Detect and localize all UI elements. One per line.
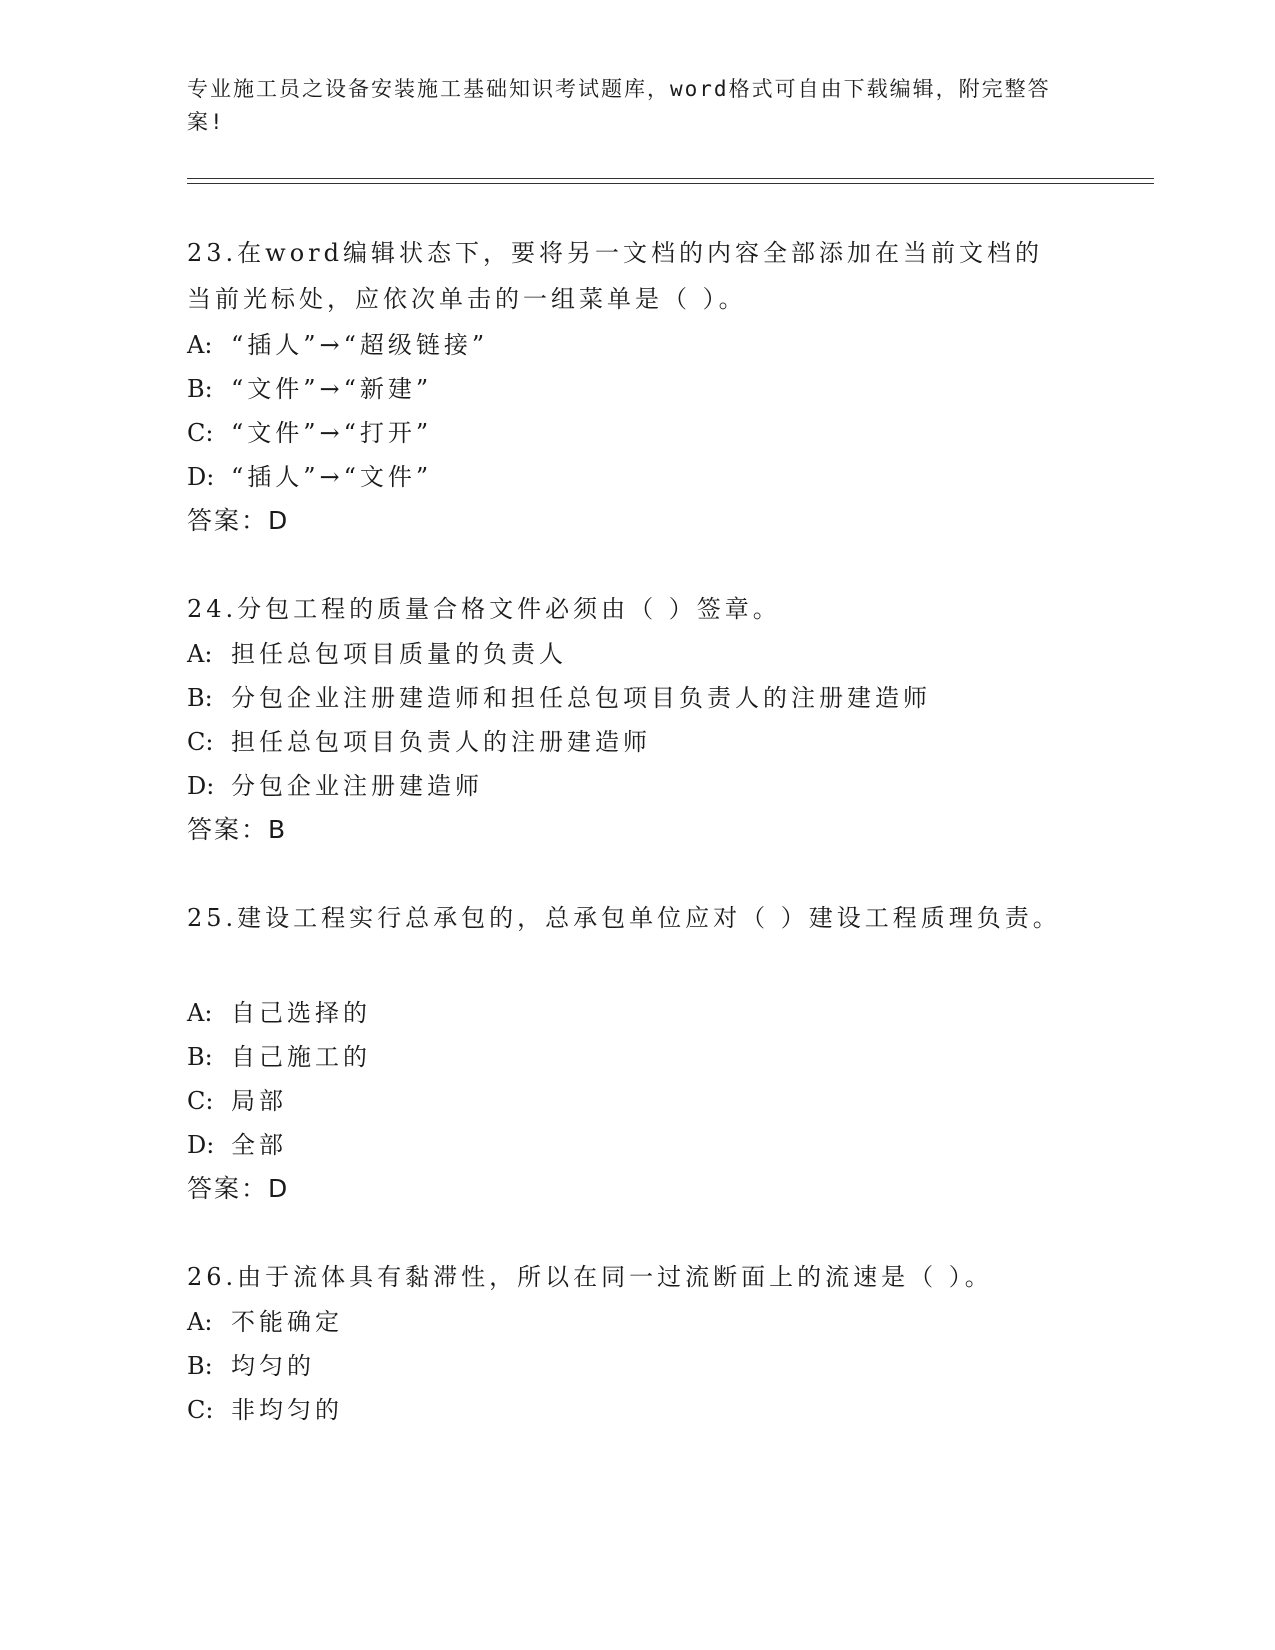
option-text: “插人”→“超级链接”	[231, 331, 489, 359]
question-25-option-b	[187, 1034, 371, 1080]
question-23-option-a	[187, 322, 488, 368]
option-letter: A:	[187, 1308, 213, 1336]
option-letter: C:	[187, 1087, 214, 1115]
question-26-option-a	[187, 1299, 343, 1345]
option-text: 非均匀的	[231, 1396, 343, 1424]
option-letter: B:	[187, 1352, 213, 1380]
option-letter: C:	[187, 419, 214, 447]
question-24-option-d	[187, 763, 483, 809]
question-24-stem: 24.分包工程的质量合格文件必须由（ ）签章。	[187, 595, 781, 623]
question-25-option-d	[187, 1122, 287, 1168]
question-26-option-c	[187, 1387, 343, 1433]
option-text: “文件”→“新建”	[231, 375, 433, 403]
question-24-option-a	[187, 631, 567, 677]
option-text: 担任总包项目负责人的注册建造师	[231, 728, 651, 756]
option-letter: B:	[187, 684, 213, 712]
option-text: 均匀的	[231, 1352, 315, 1380]
question-23-answer: 答案：D	[187, 506, 290, 535]
question-24-option-c	[187, 719, 651, 765]
option-text: 担任总包项目质量的负责人	[231, 640, 567, 668]
option-text: 局部	[231, 1087, 287, 1115]
option-text: 分包企业注册建造师和担任总包项目负责人的注册建造师	[231, 684, 931, 712]
option-text: 全部	[231, 1131, 287, 1159]
option-text: 自己施工的	[231, 1043, 371, 1071]
option-letter: A:	[187, 999, 213, 1027]
question-23-option-b	[187, 366, 432, 412]
option-letter: A:	[187, 331, 213, 359]
header-divider-bottom	[187, 183, 1154, 184]
question-23-stem: 23.在word编辑状态下，要将另一文档的内容全部添加在当前文档的当前光标处，应依次单击的一组菜单是（ ）。	[187, 239, 1043, 313]
question-26-stem: 26.由于流体具有黏滞性，所以在同一过流断面上的流速是（ ）。	[187, 1263, 993, 1291]
option-text: “插人”→“文件”	[231, 463, 433, 491]
option-text: 分包企业注册建造师	[231, 772, 483, 800]
option-text: 自己选择的	[231, 999, 371, 1027]
option-letter: C:	[187, 728, 214, 756]
question-23-option-c	[187, 410, 432, 456]
option-letter: A:	[187, 640, 213, 668]
option-letter: D:	[187, 1131, 215, 1159]
header-divider-top	[187, 178, 1154, 179]
question-25-option-a	[187, 990, 371, 1036]
question-26-option-b	[187, 1343, 315, 1389]
option-text: 不能确定	[231, 1308, 343, 1336]
question-23-option-d	[187, 454, 432, 500]
question-25-stem: 25.建设工程实行总承包的，总承包单位应对（ ）建设工程质理负责。	[187, 904, 1061, 932]
option-letter: B:	[187, 375, 213, 403]
question-24-answer: 答案：B	[187, 815, 288, 844]
question-25-option-c	[187, 1078, 287, 1124]
option-letter: D:	[187, 772, 215, 800]
option-letter: B:	[187, 1043, 213, 1071]
option-letter: D:	[187, 463, 215, 491]
option-text: “文件”→“打开”	[231, 419, 433, 447]
question-24-option-b	[187, 675, 931, 721]
document-header: 专业施工员之设备安装施工基础知识考试题库，word格式可自由下载编辑，附完整答案!	[187, 77, 1051, 134]
question-25-answer: 答案：D	[187, 1174, 290, 1203]
option-letter: C:	[187, 1396, 214, 1424]
